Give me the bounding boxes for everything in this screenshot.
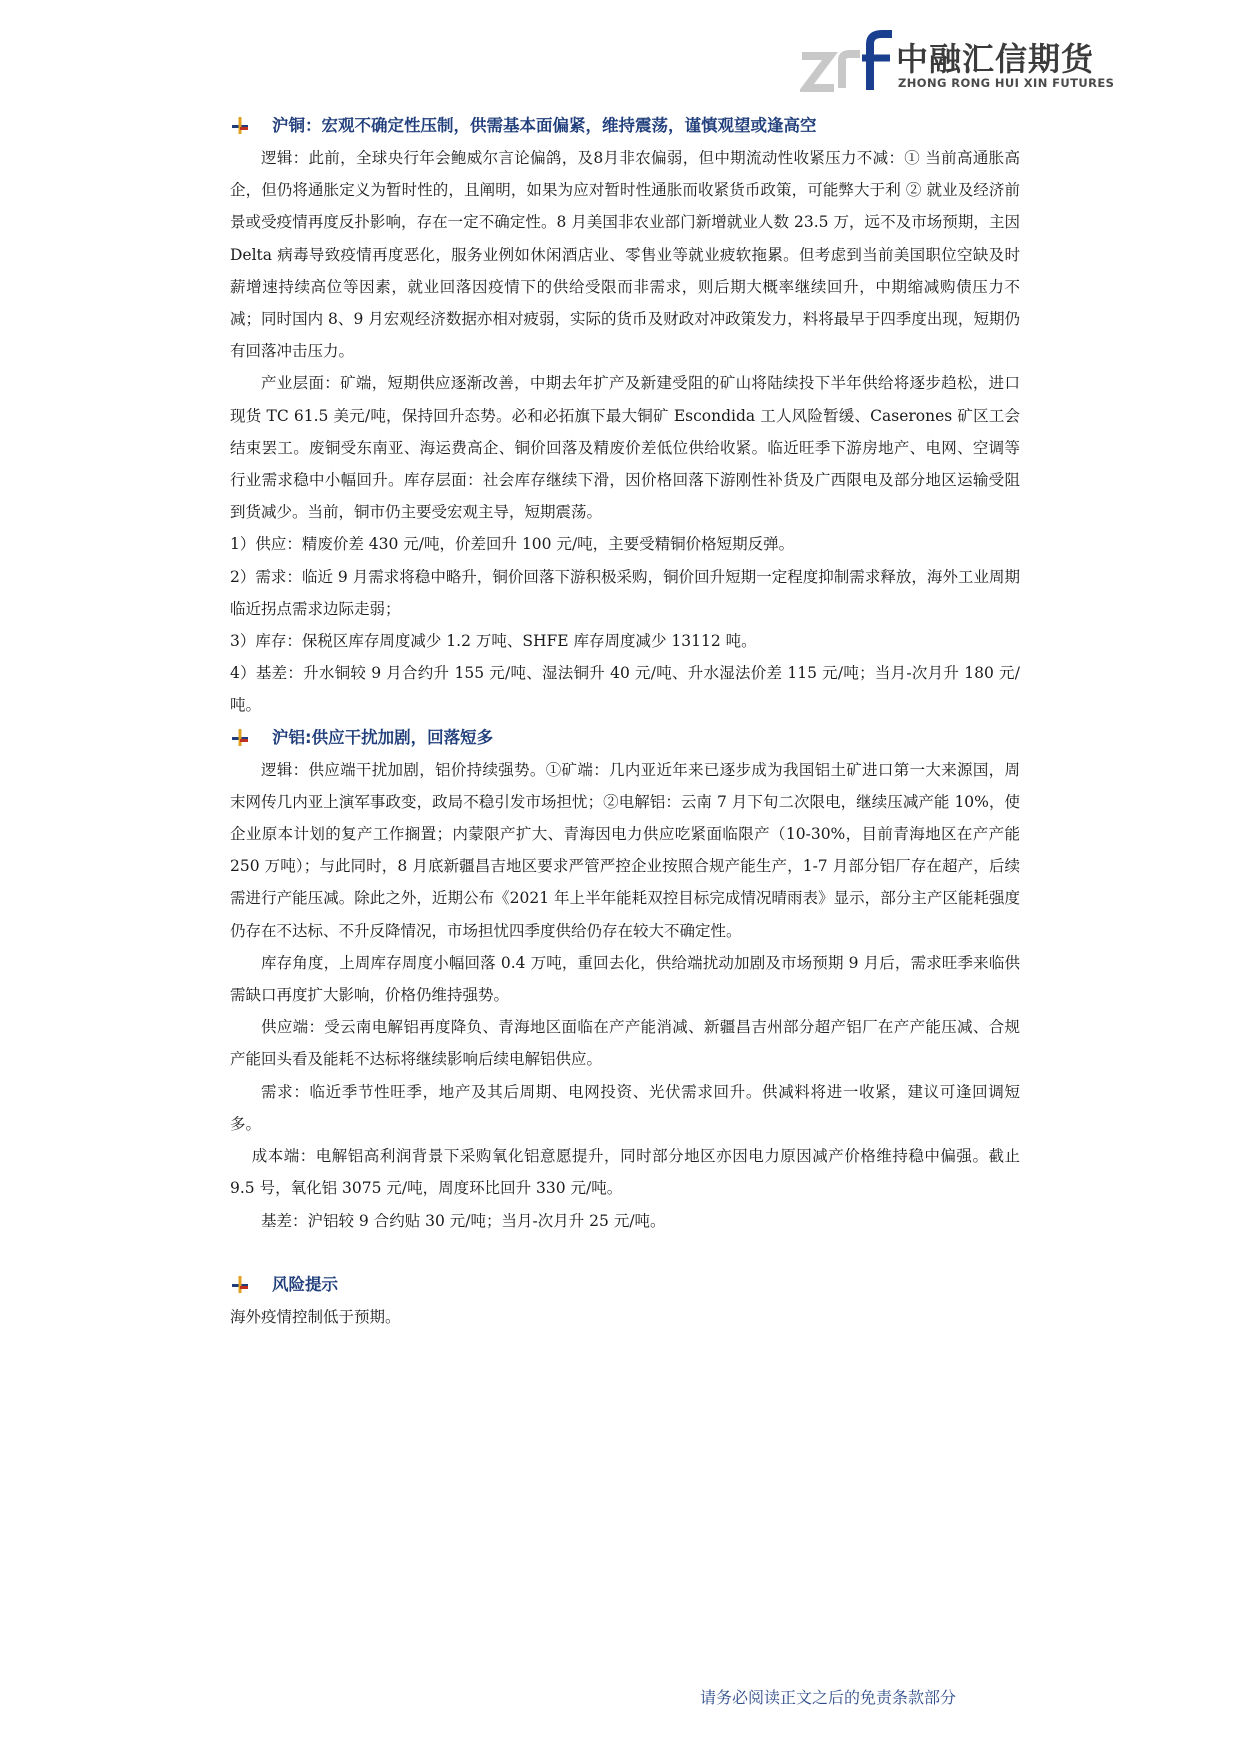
- paragraph: 基差：沪铝较 9 合约贴 30 元/吨；当月-次月升 25 元/吨。: [261, 1211, 666, 1230]
- list-item: 4）基差：升水铜较 9 月合约升 155 元/吨、湿法铜升 40 元/吨、升水湿法价差 115 元/吨；当月-次月升 180 元/吨。: [230, 664, 1020, 715]
- list-item: 3）库存：保税区库存周度减少 1.2 万吨、SHFE 库存周度减少 13112 吨。: [230, 632, 757, 651]
- section-marker-icon: [230, 1275, 250, 1295]
- section-title: 风险提示: [272, 1274, 338, 1294]
- section-marker-icon: [230, 116, 250, 136]
- report-body: [230, 110, 1020, 1333]
- paragraph: 产业层面：矿端，短期供应逐渐改善，中期去年扩产及新建受阻的矿山将陆续投下半年供给将逐步趋松，进口现货 TC 61.5 美元/吨，保持回升态势。必和必拓旗下最大铜矿 Escondida 工人风险暂缓、Caserones 矿区工会结束罢工。废铜受东南亚、海运费高企、铜价回落及精废价差低位供给收紧。临近旺季下游房地产、电网、空调等行业需求稳中小幅回升。库存层面：社会库存继续下滑，因价格回落下游刚性补货及广西限电及部分地区运输受阻到货减少。当前，铜市仍主要受宏观主导，短期震荡。: [230, 374, 1020, 522]
- list-item: 1）供应：精废价差 430 元/吨，价差回升 100 元/吨，主要受精铜价格短期反弹。: [230, 535, 795, 554]
- paragraph: 成本端：电解铝高利润背景下采购氧化铝意愿提升，同时部分地区亦因电力原因减产价格维持稳中偏强。截止 9.5 号，氧化铝 3075 元/吨，周度环比回升 330 元/吨。: [230, 1147, 1020, 1198]
- footer-disclaimer: 请务必阅读正文之后的免责条款部分: [700, 1688, 957, 1707]
- spacer: [230, 1237, 1020, 1269]
- paragraph: 海外疫情控制低于预期。: [230, 1307, 401, 1326]
- zrf-logo-icon: [800, 30, 896, 96]
- paragraph: 库存角度，上周库存周度小幅回落 0.4 万吨，重回去化，供给端扰动加剧及市场预期 9 月后，需求旺季来临供需缺口再度扩大影响，价格仍维持强势。: [230, 953, 1020, 1005]
- section-heading-copper: [230, 110, 1020, 142]
- paragraph: 逻辑：此前，全球央行年会鲍威尔言论偏鸽，及8月非农偏弱，但中期流动性收紧压力不减：① 当前高通胀高企，但仍将通胀定义为暂时性的，且阐明，如果为应对暂时性通胀而收紧货币政策，可能弊大于利 ② 就业及经济前景或受疫情再度反扑影响，存在一定不确定性。8 月美国非农业部门新增就业人数 23.5 万，远不及市场预期，主因 Delta 病毒导致疫情再度恶化，服务业例如休闲酒店业、零售业等就业疲软拖累。但考虑到当前美国职位空缺及时薪增速持续高位等因素，就业回落因疫情下的供给受限而非需求，则后期大概率继续回升，中期缩减购债压力不减；同时国内 8、9 月宏观经济数据亦相对疲弱，实际的货币及财政对冲政策发力，料将最早于四季度出现，短期仍有回落冲击压力。: [230, 149, 1020, 361]
- section-title: 沪铜：宏观不确定性压制，供需基本面偏紧，维持震荡，谨慎观望或逢高空: [272, 116, 817, 135]
- paragraph: 需求：临近季节性旺季，地产及其后周期、电网投资、光伏需求回升。供减料将进一收紧，建议可逢回调短多。: [230, 1082, 1020, 1133]
- section-heading-risk: [230, 1269, 1020, 1301]
- paragraph: 逻辑：供应端干扰加剧，铝价持续强势。①矿端：几内亚近年来已逐步成为我国铝土矿进口第一大来源国，周末网传几内亚上演军事政变，政局不稳引发市场担忧；②电解铝：云南 7 月下旬二次限电，继续压减产能 10%，使企业原本计划的复产工作搁置；内蒙限产扩大、青海因电力供应吃紧面临限产（10-30%，目前青海地区在产产能 250 万吨）；与此同时，8 月底新疆昌吉地区要求严管严控企业按照合规产能生产，1-7 月部分铝厂存在超产，后续需进行产能压减。除此之外，近期公布《2021 年上半年能耗双控目标完成情况晴雨表》显示，部分主产区能耗强度仍存在不达标、不升反降情况，市场担忧四季度供给仍存在较大不确定性。: [230, 760, 1020, 940]
- list-item: 2）需求：临近 9 月需求将稳中略升，铜价回落下游积极采购，铜价回升短期一定程度抑制需求释放，海外工业周期临近拐点需求边际走弱；: [230, 567, 1020, 618]
- logo-chinese-name: 中融汇信期货: [896, 40, 1095, 78]
- section-heading-aluminum: [230, 722, 1020, 754]
- section-title: 沪铝:供应干扰加剧，回落短多: [272, 727, 494, 747]
- section-marker-icon: [230, 728, 250, 748]
- logo-english-name: ZHONG RONG HUI XIN FUTURES: [898, 76, 1115, 90]
- paragraph: 供应端：受云南电解铝再度降负、青海地区面临在产产能消减、新疆昌吉州部分超产铝厂在产产能压减、合规产能回头看及能耗不达标将继续影响后续电解铝供应。: [230, 1018, 1020, 1069]
- company-logo: [800, 30, 1115, 96]
